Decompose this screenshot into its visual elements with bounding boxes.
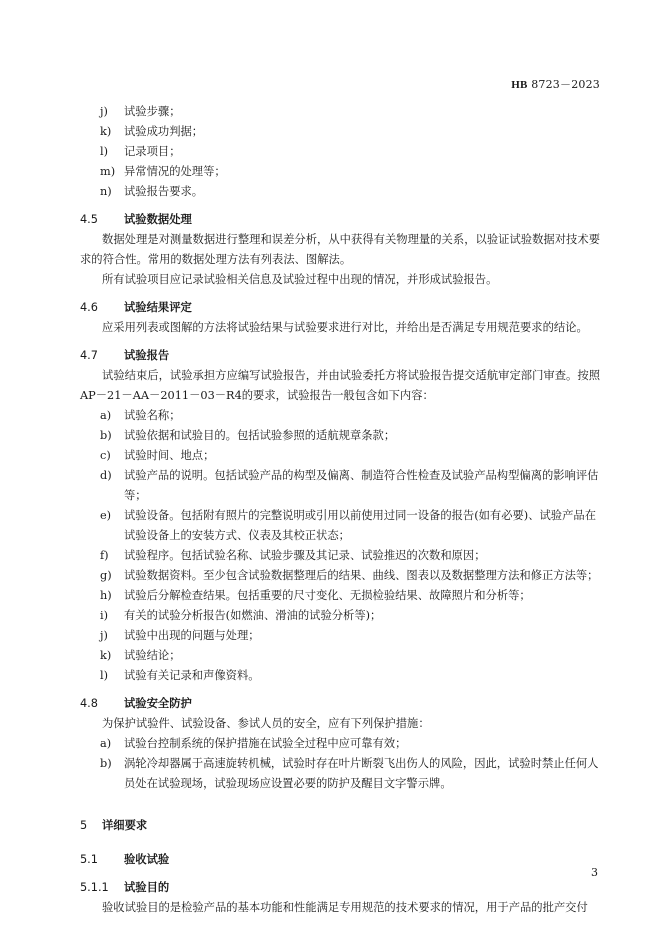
list-item: n) 试验报告要求。 (100, 185, 204, 198)
list-item: l) 试验有关记录和声像资料。 (100, 669, 260, 682)
page-header (511, 76, 600, 92)
page-body (80, 102, 600, 918)
section-heading-4-6: 4.6 试验结果评定 (80, 301, 192, 314)
list-item: a) 试验名称； (100, 409, 181, 422)
page-number: 3 (591, 866, 598, 879)
paragraph: 试验结束后，试验承担方应编写试验报告，并由试验委托方将试验报告提交适航审定部门审查。按照AP－21－AA－2011－03－R4的要求，试验报告一般包含如下内容： (80, 369, 600, 402)
list-item: e) 试验设备。包括附有照片的完整说明或引用以前使用过同一设备的报告(如有必要)、试验产品在试验设备上的安装方式、仪表及其校正状态； (100, 509, 596, 542)
section-heading-4-8: 4.8 试验安全防护 (80, 697, 192, 710)
report-content-list (80, 406, 600, 686)
list-item: g) 试验数据资料。至少包含试验数据整理后的结果、曲线、图表以及数据整理方法和修正方法等； (100, 569, 599, 582)
list-item: i) 有关的试验分析报告(如燃油、滑油的试验分析等)； (100, 609, 382, 622)
section-heading-4-7: 4.7 试验报告 (80, 349, 170, 362)
top-list (80, 102, 600, 202)
list-item: k) 试验结论； (100, 649, 181, 662)
list-item: b) 试验依据和试验目的。包括试验参照的适航规章条款； (100, 429, 396, 442)
section-heading-5: 5 详细要求 (80, 819, 148, 832)
list-item: h) 试验后分解检查结果。包括重要的尺寸变化、无损检验结果、故障照片和分析等； (100, 589, 531, 602)
paragraph: 所有试验项目应记录试验相关信息及试验过程中出现的情况，并形成试验报告。 (102, 273, 498, 286)
list-item: l) 记录项目； (100, 145, 181, 158)
list-item: a) 试验台控制系统的保护措施在试验全过程中应可靠有效； (100, 737, 407, 750)
paragraph: 为保护试验件、试验设备、参试人员的安全，应有下列保护措施： (102, 717, 430, 730)
list-item: b) 涡轮冷却器属于高速旋转机械，试验时存在叶片断裂飞出伤人的风险，因此，试验时禁止任何人员处在试验现场，试验现场应设置必要的防护及醒目文字警示牌。 (100, 757, 599, 790)
list-item: m) 异常情况的处理等； (100, 165, 226, 178)
list-item: d) 试验产品的说明。包括试验产品的构型及偏离、制造符合性检查及试验产品构型偏离的影响评估等； (100, 469, 599, 502)
list-item: j) 试验中出现的问题与处理； (100, 629, 260, 642)
paragraph: 应采用列表或图解的方法将试验结果与试验要求进行对比，并给出是否满足专用规范要求的结论。 (102, 321, 588, 334)
safety-list (80, 734, 600, 794)
list-item: k) 试验成功判据； (100, 125, 204, 138)
section-heading-4-5: 4.5 试验数据处理 (80, 213, 192, 226)
list-item: f) 试验程序。包括试验名称、试验步骤及其记录、试验推迟的次数和原因； (100, 549, 486, 562)
paragraph: 数据处理是对测量数据进行整理和误差分析，从中获得有关物理量的关系，以验证试验数据对技术要求的符合性。常用的数据处理方法有列表法、图解法。 (80, 233, 600, 266)
standard-number: 8723－2023 (531, 78, 600, 91)
standard-code: HB (511, 79, 528, 91)
section-heading-5-1-1: 5.1.1 试验目的 (80, 881, 170, 894)
list-item: j) 试验步骤； (100, 105, 181, 118)
list-item: c) 试验时间、地点； (100, 449, 215, 462)
section-heading-5-1: 5.1 验收试验 (80, 853, 170, 866)
paragraph: 验收试验目的是检验产品的基本功能和性能满足专用规范的技术要求的情况，用于产品的批产交付 (102, 901, 588, 914)
